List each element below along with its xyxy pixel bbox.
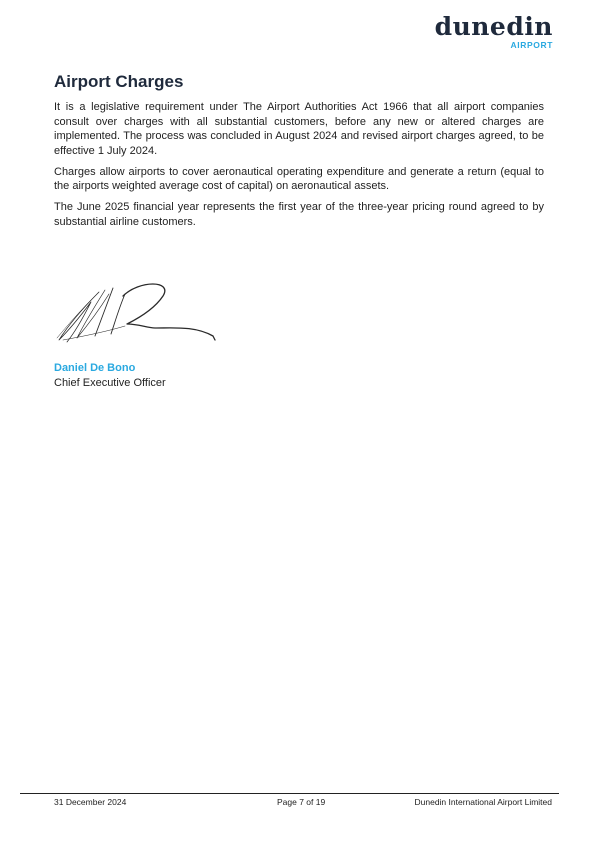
- paragraph-3: The June 2025 financial year represents the first year of the three-year pricing round agreed to by substantial airline customers.: [54, 201, 544, 228]
- handwritten-signature: [55, 278, 220, 348]
- footer-page-number: Page 7 of 19: [277, 797, 326, 807]
- dunedin-airport-logo: [435, 14, 553, 50]
- section-body: [54, 100, 544, 236]
- paragraph-2: Charges allow airports to cover aeronautical operating expenditure and generate a return (equal to the airports weighted average cost of capital) on aeronautical assets.: [54, 165, 544, 192]
- paragraph-1: It is a legislative requirement under The Airport Authorities Act 1966 that all airport companies consult over charges with all substantial customers, before any new or altered charges are implemented. The process was concluded in August 2024 and revised airport charges agreed, to be effective 1 July 2024.: [54, 101, 544, 157]
- footer-company-name: Dunedin International Airport Limited: [414, 797, 552, 807]
- signatory-name: Daniel De Bono: [54, 362, 136, 374]
- logo-wordmark: dunedin: [434, 12, 553, 41]
- signatory-title: Chief Executive Officer: [54, 377, 166, 389]
- section-title: Airport Charges: [54, 72, 184, 91]
- logo-subtitle: AIRPORT: [510, 40, 553, 50]
- footer-divider: [20, 793, 559, 794]
- footer-date: 31 December 2024: [54, 797, 127, 807]
